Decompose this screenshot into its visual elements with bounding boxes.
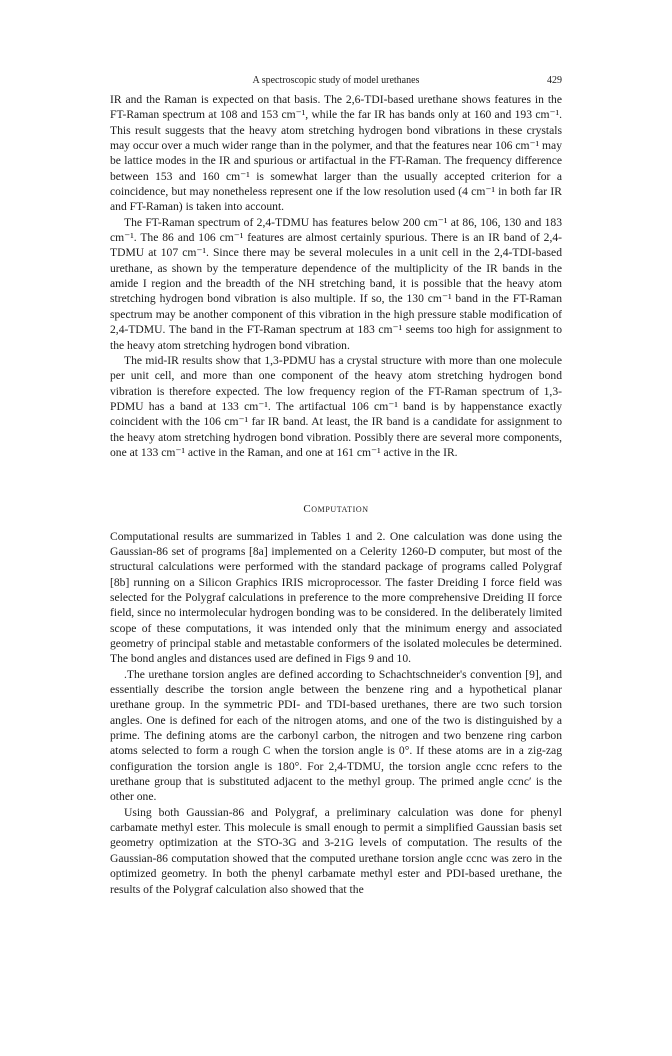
paragraph: The FT-Raman spectrum of 2,4-TDMU has features below 200 cm⁻¹ at 86, 106, 130 and 183 cm⁻¹. The 86 and 106 cm⁻¹ features are almost certainly spurious. There is an IR band of 2,4-TDMU at 107 cm⁻¹. Since there may be several molecules in a unit cell in the 2,4-TDI-based urethane, as shown by the temperature dependence of the multiplicity of the IR bands in the amide I region and the breadth of the NH stretching band, it is possible that the heavy atom stretching hydrogen bond vibration is also multiple. If so, the 130 cm⁻¹ band in the FT-Raman spectrum may be another component of this vibration in the high pressure stable modification of 2,4-TDMU. The band in the FT-Raman spectrum at 183 cm⁻¹ seems too high for assignment to the heavy atom stretching hydrogen bond vibration. bbox=[110, 215, 562, 352]
running-header bbox=[110, 74, 562, 88]
paragraph: Using both Gaussian-86 and Polygraf, a preliminary calculation was done for phenyl carbamate methyl ester. This molecule is small enough to permit a simplified Gaussian basis set geometry optimization at the STO-3G and 3-21G levels of computation. The results of the Gaussian-86 computation showed that the computed urethane torsion angle ccnc was zero in the optimized geometry. In both the phenyl carbamate methyl ester and PDI-based urethane, the results of the Polygraf calculation also showed that the bbox=[110, 805, 562, 896]
page-number: 429 bbox=[547, 75, 562, 86]
paragraph: IR and the Raman is expected on that basis. The 2,6-TDI-based urethane shows features in the FT-Raman spectrum at 108 and 153 cm⁻¹, while the far IR has bands only at 160 and 193 cm⁻¹. This result suggests that the heavy atom stretching hydrogen bond vibrations in these crystals may occur over a much wider range than in the polymer, and that the features near 106 cm⁻¹ may be lattice modes in the IR and spurious or artifactual in the FT-Raman. The frequency difference between 153 and 160 cm⁻¹ is somewhat larger than the usually accepted criterion for a coincidence, but may nonetheless represent one if the low resolution used (4 cm⁻¹ in both far IR and FT-Raman) is taken into account. bbox=[110, 93, 562, 214]
paragraph: .The urethane torsion angles are defined according to Schachtschneider's convention [9], and essentially describe the torsion angle between the benzene ring and a hypothetical planar urethane group. In the symmetric PDI- and TDI-based urethanes, there are two such torsion angles. One is defined for each of the nitrogen atoms, and one of the two is distinguished by a prime. The defining atoms are the carbonyl carbon, the nitrogen and two benzene ring carbon atoms selected to form a rough C when the torsion angle is 0°. If these atoms are in a zig-zag configuration the torsion angle is 180°. For 2,4-TDMU, the torsion angle ccnc refers to the urethane group that is substituted adjacent to the methyl group. The primed angle ccnc′ is the other one. bbox=[110, 667, 562, 804]
section-heading: Computation bbox=[303, 503, 369, 516]
paragraph: Computational results are summarized in Tables 1 and 2. One calculation was done using the Gaussian-86 set of programs [8a] implemented on a Celerity 1260-D computer, but most of the structural calculations were performed with the standard package of programs called Polygraf [8b] running on a Silicon Graphics IRIS microprocessor. The faster Dreiding I force field was selected for the Polygraf calculations in preference to the more comprehensive Dreiding II force field, since no intermolecular hydrogen bonding was to be considered. In the deliberately limited scope of these computations, it was intended only that the minimum energy and associated geometry of principal stable and metastable conformers of the isolated molecules be determined. The bond angles and distances used are defined in Figs 9 and 10. bbox=[110, 529, 562, 666]
paragraph: The mid-IR results show that 1,3-PDMU has a crystal structure with more than one molecule per unit cell, and more than one component of the heavy atom stretching hydrogen bond vibration is therefore expected. The low frequency region of the FT-Raman spectrum of 1,3-PDMU has a band at 133 cm⁻¹. The artifactual 106 cm⁻¹ band is by happenstance exactly coincident with the 106 cm⁻¹ far IR band. At least, the IR band is a candidate for assignment to the heavy atom stretching hydrogen bond vibration. Possibly there are several more components, one at 133 cm⁻¹ active in the Raman, and one at 161 cm⁻¹ active in the IR. bbox=[110, 353, 562, 459]
body-text bbox=[110, 92, 562, 897]
running-title: A spectroscopic study of model urethanes bbox=[252, 75, 420, 86]
